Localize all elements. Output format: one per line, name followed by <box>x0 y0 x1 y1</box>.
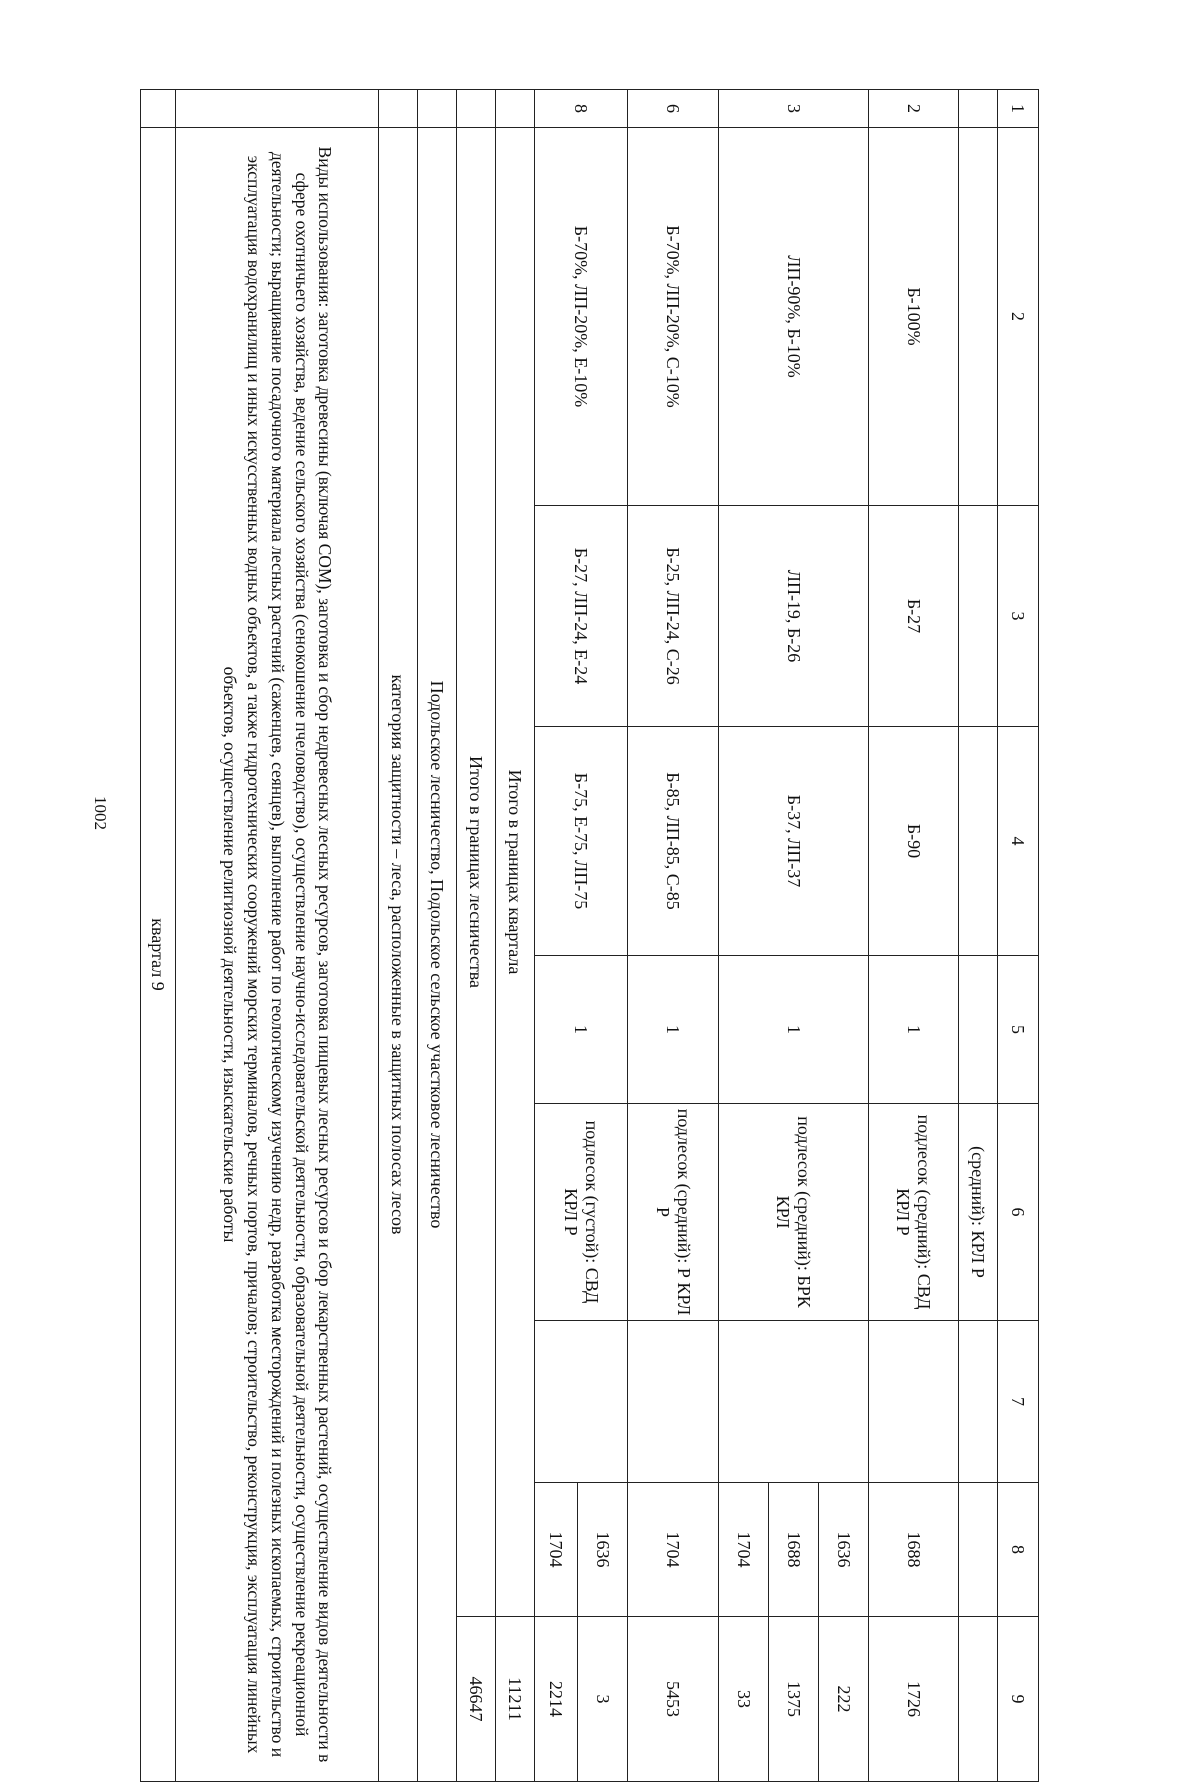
col9-cell: 222 <box>819 1617 869 1782</box>
col4-cell: Б-37, ЛП-37 <box>719 727 869 956</box>
col8-cell: 1636 <box>578 1483 628 1617</box>
header-cell: 6 <box>998 1104 1039 1321</box>
header-cell: 1 <box>998 90 1039 128</box>
header-cell: 7 <box>998 1321 1039 1483</box>
col3-cell: Б-27 <box>869 506 959 727</box>
header-cell: 8 <box>998 1483 1039 1617</box>
undergrowth-cell: (средний): КРЛ Р <box>959 1104 998 1321</box>
col8-cell: 1704 <box>719 1483 769 1617</box>
header-cell: 5 <box>998 956 1039 1104</box>
forestry-total-label: Итого в границах лесничества <box>457 128 496 1617</box>
header-cell: 3 <box>998 506 1039 727</box>
quarter-total-label: Итого в границах квартала <box>496 128 535 1617</box>
page-number: 1002 <box>91 796 110 830</box>
composition-cell: Б-100% <box>869 128 959 506</box>
col3-cell: Б-27, ЛП-24, Е-24 <box>535 506 628 727</box>
col5-cell: 1 <box>535 956 628 1104</box>
allotment-number: 6 <box>628 90 719 128</box>
table-row <box>819 90 869 1782</box>
col7-cell <box>869 1321 959 1483</box>
allotment-number: 8 <box>535 90 628 128</box>
next-quarter-label: квартал 9 <box>141 128 176 1782</box>
rotated-table-area <box>133 89 1039 1763</box>
col9-cell: 33 <box>719 1617 769 1782</box>
uses-row <box>176 90 379 1782</box>
undergrowth-cell: подлесок (средний): СВД КРЛ Р <box>869 1104 959 1321</box>
col8-cell: 1688 <box>869 1483 959 1617</box>
col8-cell: 1636 <box>819 1483 869 1617</box>
col4-cell: Б-85, ЛП-85, С-85 <box>628 727 719 956</box>
col3-cell: ЛП-19, Б-26 <box>719 506 869 727</box>
col9-cell: 5453 <box>628 1617 719 1782</box>
col8-cell: 1704 <box>628 1483 719 1617</box>
composition-cell: ЛП-90%, Б-10% <box>719 128 869 506</box>
composition-cell: Б-70%, ЛП-20%, С-10% <box>628 128 719 506</box>
forestry-total-row <box>457 90 496 1782</box>
table-row <box>869 90 959 1782</box>
col9-cell: 3 <box>578 1617 628 1782</box>
forest-inventory-table <box>140 89 1039 1782</box>
col9-cell: 2214 <box>535 1617 578 1782</box>
col7-cell <box>535 1321 628 1483</box>
header-cell: 4 <box>998 727 1039 956</box>
quarter-total-row <box>496 90 535 1782</box>
table-row <box>628 90 719 1782</box>
col5-cell: 1 <box>869 956 959 1104</box>
uses-text: Виды использования: заготовка древесины (включая СОМ), заготовка и сбор недревесных лесных ресурсов, заготовка пищевых лесных ресурсов и сбор лекарственных растений, осуществление видов деятельности в сфере охотничьего хозяйства, ведение сельского хозяйства (сенокошение пчеловодство), осуществление научно-исследовательской деятельности, образовательной деятельности, осуществление рекреационной деятельности; выращивание посадочного материала лесных растений (саженцев, сеянцев), выполнение работ по геологическому изучению недр, разработка месторождений и полезных ископаемых, строительство и эксплуатация водохранилищ и иных искусственных водных объектов, а также гидротехнических сооружений морских терминалов, речных портов, причалов; строительство, реконструкция, эксплуатация линейных объектов, осуществление религиозной деятельности, изыскательские работы <box>176 128 379 1782</box>
forestry-total-value: 46647 <box>457 1617 496 1782</box>
col5-cell: 1 <box>628 956 719 1104</box>
col7-cell <box>719 1321 869 1483</box>
header-row <box>998 90 1039 1782</box>
next-quarter-row <box>141 90 176 1782</box>
col5-cell: 1 <box>719 956 869 1104</box>
header-cell: 9 <box>998 1617 1039 1782</box>
col7-cell <box>628 1321 719 1483</box>
col9-cell: 1375 <box>769 1617 819 1782</box>
table-row <box>578 90 628 1782</box>
undergrowth-cell: подлесок (густой): СВД КРЛ Р <box>535 1104 628 1321</box>
undergrowth-cell: подлесок (средний): БРК КРЛ <box>719 1104 869 1321</box>
quarter-total-value: 11211 <box>496 1617 535 1782</box>
col9-cell: 1726 <box>869 1617 959 1782</box>
protection-category: категория защитности – леса, расположенные в защитных полосах лесов <box>379 128 418 1782</box>
undergrowth-cell: подлесок (средний): Р КРЛ Р <box>628 1104 719 1321</box>
forestry-name-row <box>418 90 457 1782</box>
col8-cell: 1688 <box>769 1483 819 1617</box>
col4-cell: Б-75, Е-75, ЛП-75 <box>535 727 628 956</box>
col4-cell: Б-90 <box>869 727 959 956</box>
forestry-name: Подольское лесничество, Подольское сельское участковое лесничество <box>418 128 457 1782</box>
header-cell: 2 <box>998 128 1039 506</box>
composition-cell: Б-70%, ЛП-20%, Е-10% <box>535 128 628 506</box>
category-row <box>379 90 418 1782</box>
continuation-row <box>959 90 998 1782</box>
allotment-number: 2 <box>869 90 959 128</box>
allotment-number: 3 <box>719 90 869 128</box>
col3-cell: Б-25, ЛП-24, С-26 <box>628 506 719 727</box>
col8-cell: 1704 <box>535 1483 578 1617</box>
